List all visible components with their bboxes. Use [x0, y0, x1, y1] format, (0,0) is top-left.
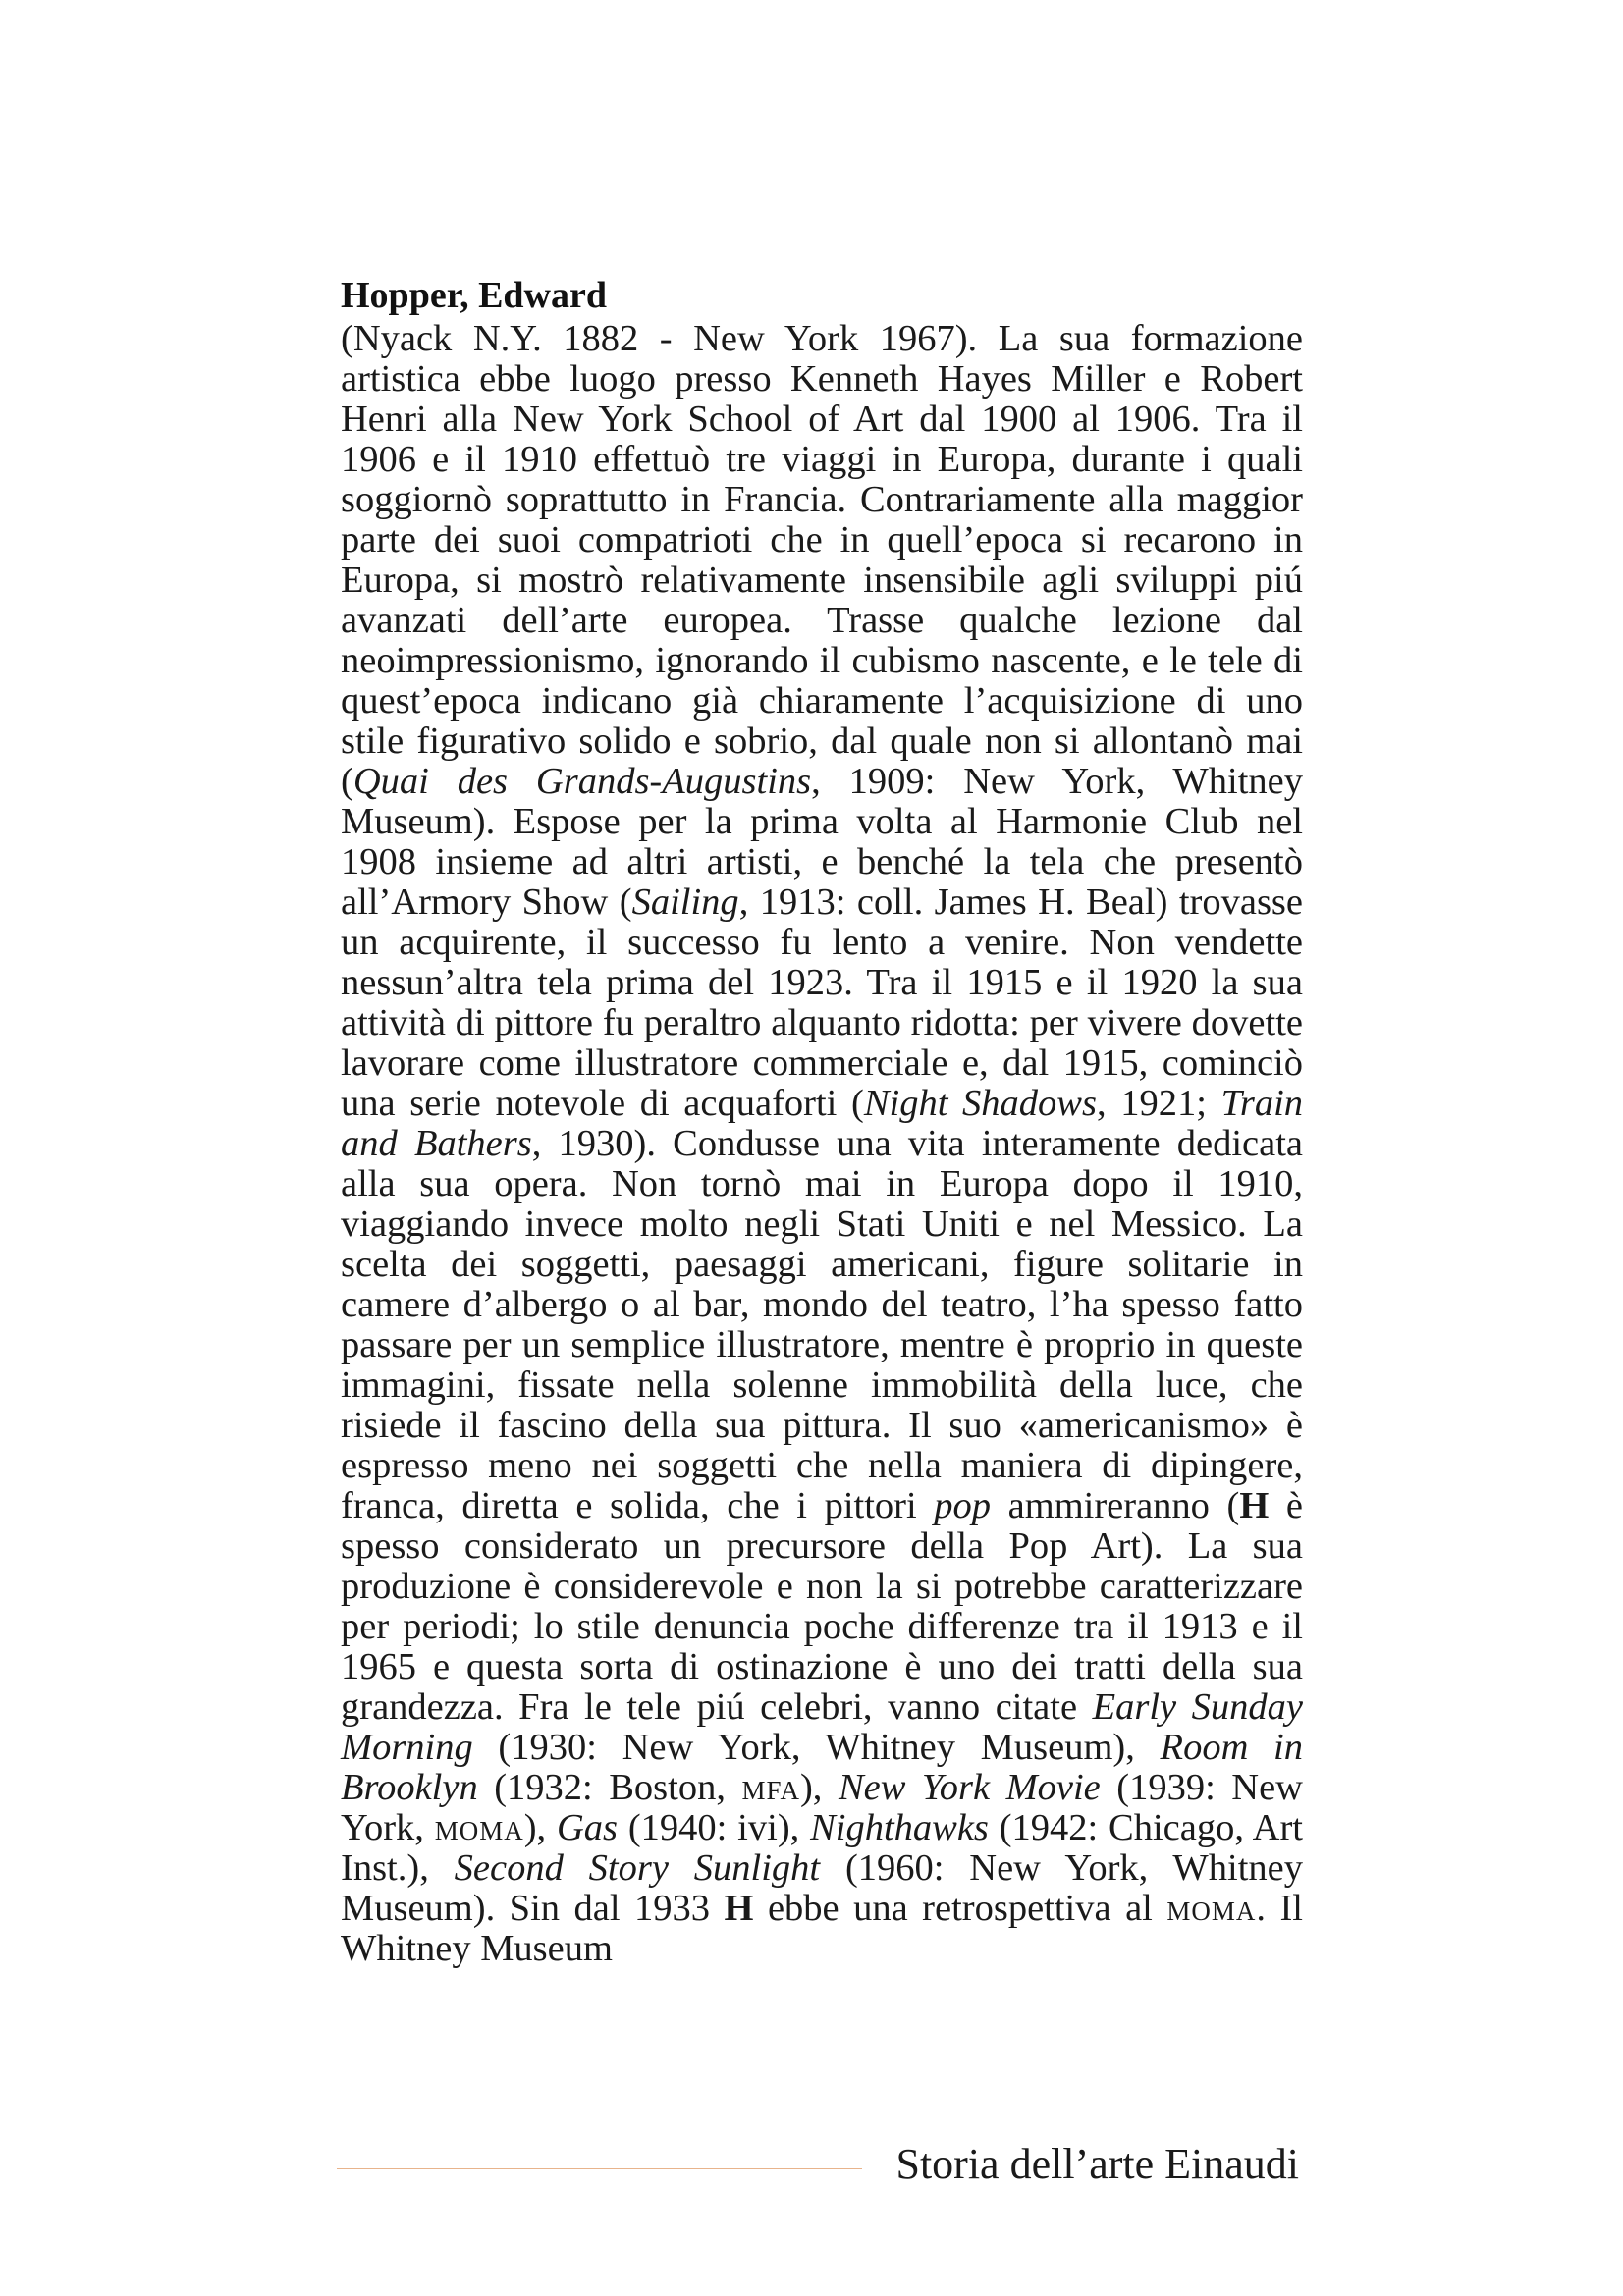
text-run: ammireranno (: [991, 1485, 1240, 1526]
text-run: ),: [523, 1807, 557, 1848]
page-footer: [337, 2130, 1299, 2199]
entry-body: [341, 319, 1303, 1969]
italic-title: Nighthawks: [810, 1807, 989, 1848]
text-run: (1960: New York, Whitney Museum). Sin dal 1933: [341, 1847, 1303, 1929]
italic-title: Room in Brooklyn: [341, 1727, 1303, 1808]
text-run: ),: [799, 1767, 839, 1808]
text-run: (1940: ivi),: [618, 1807, 811, 1848]
text-run: (1939: New York,: [341, 1767, 1303, 1848]
text-run: (1930: New York, Whitney Museum),: [472, 1727, 1161, 1768]
italic-title: Second Story Sunlight: [454, 1847, 821, 1889]
italic-title: Night Shadows: [863, 1083, 1097, 1124]
text-run: . Il Whitney Museum: [341, 1888, 1303, 1969]
italic-title: Train and Bathers: [341, 1083, 1304, 1164]
text-run: , 1913: coll. James H. Beal) trovasse un acquirente, il successo fu lento a venire. Non vendette nessun’altra tela prima del 1923. Tra il 1915 e il 1920 la sua attività di pittore fu peraltro alquanto ridotta: per vivere dovette lavorare come illustratore commerciale e, dal 1915, cominciò una serie notevole di acquaforti (: [341, 881, 1303, 1124]
text-run: (1932: Boston,: [477, 1767, 742, 1808]
italic-title: Quai des Grands-Augustins: [352, 761, 812, 802]
text-run: è spesso considerato un precursore della Pop Art). La sua produzione è considerevole e non la si potrebbe caratterizzare per periodi; lo stile denuncia poche differenze tra il 1913 e il 1965 e questa sorta di ostinazione è uno dei tratti della sua grandezza. Fra le tele piú celebri, vanno citate: [341, 1485, 1303, 1728]
text-run: (Nyack N.Y. 1882 - New York 1967). La sua formazione artistica ebbe luogo presso Kenneth Hayes Miller e Robert Henri alla New York School of Art dal 1900 al 1906. Tra il 1906 e il 1910 effettuò tre viaggi in Europa, durante i quali soggiornò soprattutto in Francia. Contrariamente alla maggior parte dei suoi compatrioti che in quell’epoca si recarono in Europa, si mostrò relativamente insensibile agli sviluppi piú avanzati dell’arte europea. Trasse qualche lezione dal neoimpressionismo, ignorando il cubismo nascente, e le tele di quest’epoca indicano già chiaramente l’acquisizione di uno stile figurativo solido e sobrio, dal quale non si allontanò mai (: [341, 318, 1303, 802]
italic-title: Early Sunday Morning: [341, 1686, 1304, 1768]
footer-rule: [337, 2168, 862, 2169]
bold-initial: H: [724, 1888, 754, 1929]
text-run: , 1909: New York, Whitney Museum). Espose per la prima volta al Harmonie Club nel 1908 insieme ad altri artisti, e benché la tela che presentò all’Armory Show (: [341, 761, 1303, 923]
italic-title: New York Movie: [838, 1767, 1101, 1808]
bold-initial: H: [1239, 1485, 1270, 1526]
italic-title: Sailing: [631, 881, 739, 923]
italic-title: pop: [934, 1485, 992, 1526]
italic-title: Gas: [557, 1807, 619, 1848]
text-run: , 1921;: [1096, 1083, 1221, 1124]
entry-title: Hopper, Edward: [341, 275, 607, 316]
text-run: , 1930). Condusse una vita interamente dedicata alla sua opera. Non tornò mai in Europa dopo il 1910, viaggiando invece molto negli Stati Uniti e nel Messico. La scelta dei soggetti, paesaggi americani, figure solitarie in camere d’albergo o al bar, mondo del teatro, l’ha spesso fatto passare per un semplice illustratore, mentre è proprio in queste immagini, fissate nella solenne immobilità della luce, che risiede il fascino della sua pittura. Il suo «americanismo» è espresso meno nei soggetti che nella maniera di dipingere, franca, diretta e solida, che i pittori: [341, 1123, 1303, 1526]
abbreviation: mfa: [741, 1767, 800, 1808]
abbreviation: moma: [434, 1807, 524, 1848]
abbreviation: moma: [1166, 1888, 1257, 1929]
footer-brand: Storia dell’arte Einaudi: [895, 2140, 1299, 2188]
text-run: ebbe una retrospettiva al: [753, 1888, 1167, 1929]
text-run: (1942: Chicago, Art Inst.),: [341, 1807, 1303, 1889]
encyclopedia-entry: [341, 273, 1303, 1969]
